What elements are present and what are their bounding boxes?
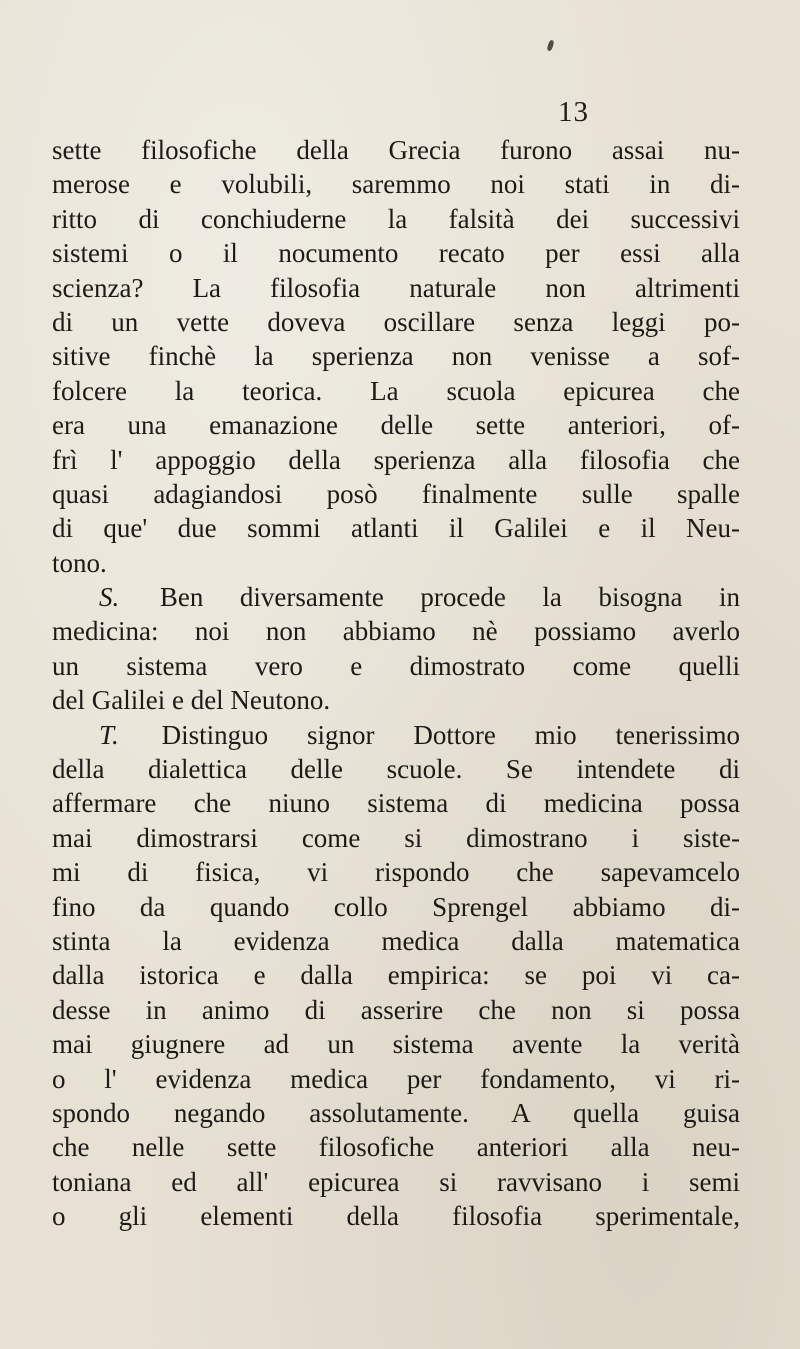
text-line: fino da quando collo Sprengel abbiamo di- — [52, 891, 740, 922]
text-line: sitive finchè la sperienza non venisse a sof- — [52, 341, 740, 372]
dialogue-text: Ben diversamente procede la bisogna in — [159, 582, 741, 613]
speaker-label: T. — [99, 719, 119, 750]
text-line: scienza? La filosofia naturale non altrimenti — [52, 272, 740, 303]
text-line: del Galilei e del Neutono. — [52, 685, 331, 716]
text-line: toniana ed all' epicurea si ravvisano i semi — [52, 1166, 740, 1197]
text-line: di un vette doveva oscillare senza leggi po- — [52, 306, 740, 337]
text-line: tono. — [52, 547, 107, 578]
text-line: ritto di conchiuderne la falsità dei successivi — [52, 203, 740, 234]
text-line: o gli elementi della filosofia sperimentale, — [52, 1201, 740, 1232]
dialogue-text: Distinguo signor Dottore mio tenerissimo — [161, 719, 740, 750]
text-line: frì l' appoggio della sperienza alla filosofia che — [52, 444, 740, 475]
text-line: spondo negando assolutamente. A quella guisa — [52, 1097, 740, 1128]
text-line: o l' evidenza medica per fondamento, vi ri- — [52, 1063, 740, 1094]
text-line: mai dimostrarsi come si dimostrano i siste- — [52, 822, 740, 853]
text-line: di que' due sommi atlanti il Galilei e il Neu- — [52, 513, 740, 544]
text-line: era una emanazione delle sette anteriori, of- — [52, 410, 740, 441]
dialogue-line — [52, 580, 740, 614]
text-line: mi di fisica, vi rispondo che sapevamcelo — [52, 857, 740, 888]
text-line: desse in animo di asserire che non si possa — [52, 994, 740, 1025]
text-line: medicina: noi non abbiamo nè possiamo averlo — [52, 616, 740, 647]
speaker-label: S. — [99, 582, 120, 613]
text-line: stinta la evidenza medica dalla matematica — [52, 925, 740, 956]
text-line: della dialettica delle scuole. Se intendete di — [52, 754, 740, 785]
text-line: merose e volubili, saremmo noi stati in di- — [52, 169, 740, 200]
page-number: 13 — [558, 96, 589, 128]
text-line: sette filosofiche della Grecia furono assai nu- — [52, 135, 740, 165]
text-line: che nelle sette filosofiche anteriori alla neu- — [52, 1132, 740, 1163]
body-text — [52, 133, 740, 1234]
dialogue-line — [52, 718, 740, 752]
text-line: quasi adagiandosi posò finalmente sulle spalle — [52, 478, 740, 509]
text-line: dalla istorica e dalla empirica: se poi vi ca- — [52, 960, 740, 991]
text-line: un sistema vero e dimostrato come quelli — [52, 650, 740, 681]
ink-stain — [546, 39, 554, 51]
text-line: folcere la teorica. La scuola epicurea che — [52, 375, 740, 406]
text-line: affermare che niuno sistema di medicina possa — [52, 788, 740, 819]
text-line: mai giugnere ad un sistema avente la verità — [52, 1029, 740, 1060]
text-line: sistemi o il nocumento recato per essi alla — [52, 238, 740, 269]
